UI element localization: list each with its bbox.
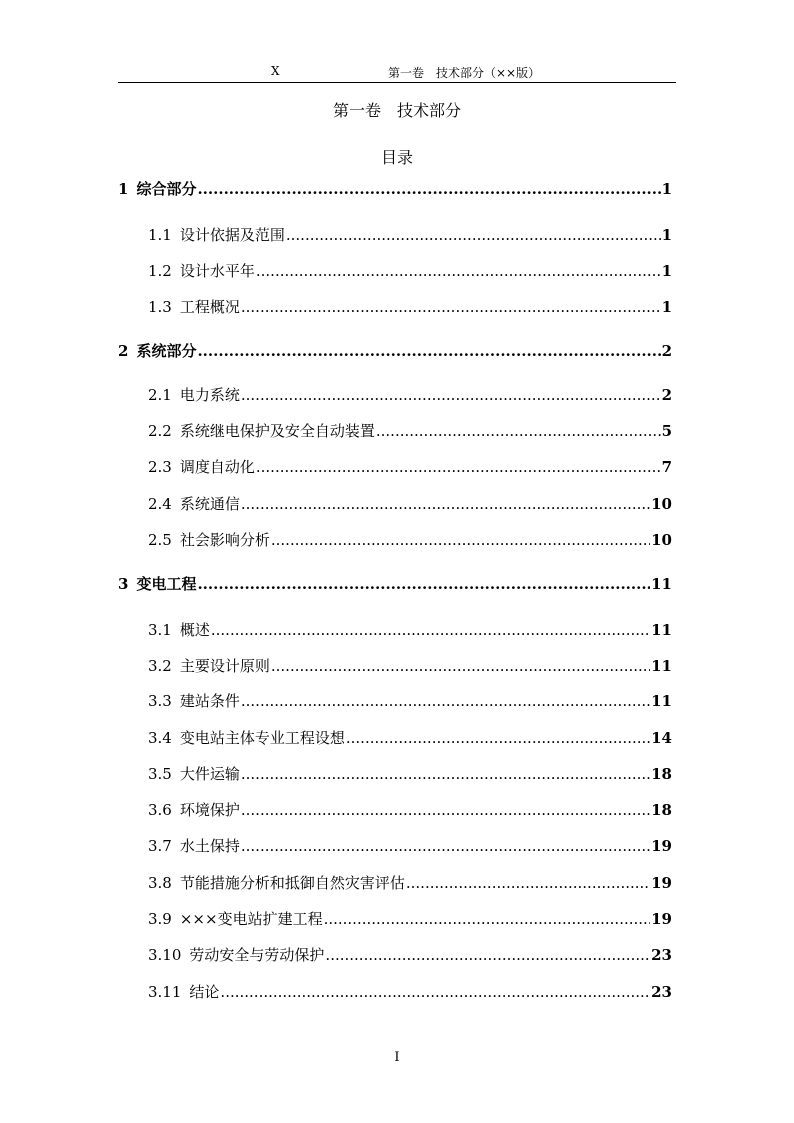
toc-entry-number: 2.1	[148, 386, 172, 404]
page-number: I	[394, 1050, 400, 1065]
toc-entry-number: 2	[118, 342, 129, 360]
toc-entry-page: 11	[651, 657, 672, 675]
toc-dot-leader	[256, 458, 661, 476]
toc-entry-page: 10	[651, 495, 672, 513]
toc-entry-page: 19	[651, 837, 672, 855]
toc-dot-leader	[271, 657, 650, 675]
toc-entry[interactable]	[148, 655, 672, 676]
toc-dot-leader	[241, 801, 650, 819]
toc-entry[interactable]	[148, 456, 672, 477]
toc-entry-title: 电力系统	[179, 386, 240, 404]
toc-entry[interactable]	[118, 178, 672, 199]
toc-dot-leader	[220, 983, 650, 1001]
toc-entry-title: 调度自动化	[179, 458, 255, 476]
toc-entry-title: 变电站主体专业工程设想	[179, 729, 345, 747]
toc-entry[interactable]	[148, 690, 672, 711]
toc-entry-page: 11	[651, 621, 672, 639]
toc-entry-title: 变电工程	[136, 575, 197, 593]
toc-entry-title: 节能措施分析和抵御自然灾害评估	[179, 874, 405, 892]
toc-entry[interactable]	[148, 799, 672, 820]
toc-entry-number: 1.3	[148, 298, 172, 316]
toc-entry[interactable]	[118, 340, 672, 361]
header-left-text: X	[271, 64, 280, 78]
toc-entry-title: 系统部分	[136, 342, 197, 360]
toc-dot-leader	[211, 621, 650, 639]
toc-entry-title: 环境保护	[179, 801, 240, 819]
toc-dot-leader	[406, 874, 650, 892]
toc-entry-number: 3.9	[148, 910, 172, 928]
toc-dot-leader	[271, 531, 650, 549]
toc-entry-number: 3	[118, 575, 129, 593]
toc-entry[interactable]	[148, 493, 672, 514]
page-header	[118, 62, 676, 83]
toc-entry-title: 设计依据及范围	[179, 226, 285, 244]
toc-entry-page: 18	[651, 765, 672, 783]
toc-dot-leader	[241, 298, 661, 316]
toc-entry-number: 3.11	[148, 983, 182, 1001]
toc-entry-title: 主要设计原则	[179, 657, 270, 675]
toc-entry-page: 7	[661, 458, 672, 476]
toc-entry[interactable]	[148, 763, 672, 784]
toc-entry-number: 3.6	[148, 801, 172, 819]
toc-dot-leader	[197, 342, 660, 360]
toc-entry[interactable]	[148, 944, 672, 965]
toc-dot-leader	[256, 262, 661, 280]
toc-entry-number: 3.10	[148, 946, 182, 964]
toc-dot-leader	[241, 386, 661, 404]
toc-dot-leader	[197, 180, 660, 198]
toc-entry-page: 23	[651, 983, 672, 1001]
toc-entry-number: 3.5	[148, 765, 172, 783]
toc-entry-page: 18	[651, 801, 672, 819]
toc-dot-leader	[325, 946, 650, 964]
toc-entry-page: 1	[661, 262, 672, 280]
toc-title: 目录	[380, 148, 413, 167]
toc-entry-title: 设计水平年	[179, 262, 255, 280]
toc-entry-number: 3.4	[148, 729, 172, 747]
toc-entry-number: 1.1	[148, 226, 172, 244]
toc-entry-page: 2	[661, 342, 672, 360]
toc-entry-page: 23	[651, 946, 672, 964]
toc-entry-page: 10	[651, 531, 672, 549]
toc-entry-title: 系统继电保护及安全自动装置	[179, 422, 375, 440]
toc-entry-number: 2.3	[148, 458, 172, 476]
toc-entry[interactable]	[148, 296, 672, 317]
toc-entry-page: 5	[661, 422, 672, 440]
header-right-text: 第一卷 技术部分（××版）	[388, 66, 541, 80]
toc-entry[interactable]	[148, 872, 672, 893]
toc-entry[interactable]	[148, 727, 672, 748]
toc-entry-title: 劳动安全与劳动保护	[189, 946, 325, 964]
toc-entry-number: 3.2	[148, 657, 172, 675]
toc-entry-title: 系统通信	[179, 495, 240, 513]
toc-entry-number: 1.2	[148, 262, 172, 280]
toc-dot-leader	[241, 495, 650, 513]
toc-entry-title: 结论	[189, 983, 220, 1001]
toc-dot-leader	[324, 910, 651, 928]
toc-entry-title: 社会影响分析	[179, 531, 270, 549]
toc-entry-page: 2	[661, 386, 672, 404]
toc-entry[interactable]	[148, 835, 672, 856]
toc-entry-number: 1	[118, 180, 129, 198]
toc-dot-leader	[241, 765, 650, 783]
toc-entry-page: 1	[661, 226, 672, 244]
toc-entry[interactable]	[148, 384, 672, 405]
toc-entry[interactable]	[148, 619, 672, 640]
toc-entry[interactable]	[148, 908, 672, 929]
toc-dot-leader	[241, 692, 650, 710]
toc-entry-page: 14	[651, 729, 672, 747]
toc-entry-title: 建站条件	[179, 692, 240, 710]
toc-entry-number: 2.5	[148, 531, 172, 549]
toc-entry-number: 2.2	[148, 422, 172, 440]
toc-dot-leader	[346, 729, 650, 747]
toc-dot-leader	[241, 837, 650, 855]
toc-entry-number: 3.8	[148, 874, 172, 892]
toc-dot-leader	[286, 226, 661, 244]
toc-entry-number: 3.3	[148, 692, 172, 710]
toc-entry-page: 19	[651, 910, 672, 928]
toc-entry-number: 2.4	[148, 495, 172, 513]
toc-entry-page: 11	[651, 692, 672, 710]
toc-entry-page: 1	[661, 298, 672, 316]
toc-entry-title: 水土保持	[179, 837, 240, 855]
toc-entry-number: 3.1	[148, 621, 172, 639]
toc-entry[interactable]	[118, 573, 672, 594]
toc-entry[interactable]	[148, 224, 672, 245]
toc-entry-number: 3.7	[148, 837, 172, 855]
toc-entry-title: 综合部分	[136, 180, 197, 198]
volume-title: 第一卷 技术部分	[332, 101, 461, 120]
toc-entry-title: 大件运输	[179, 765, 240, 783]
toc-entry-page: 11	[651, 575, 672, 593]
toc-entry-title: 工程概况	[179, 298, 240, 316]
toc-entry-title: 概述	[179, 621, 210, 639]
toc-dot-leader	[376, 422, 661, 440]
toc-entry[interactable]	[148, 420, 672, 441]
toc-entry-page: 19	[651, 874, 672, 892]
toc-entry-page: 1	[661, 180, 672, 198]
toc-entry[interactable]	[148, 981, 672, 1002]
toc-entry-title: ×××变电站扩建工程	[179, 910, 323, 928]
toc-entry[interactable]	[148, 260, 672, 281]
toc-dot-leader	[197, 575, 650, 593]
toc-entry[interactable]	[148, 529, 672, 550]
